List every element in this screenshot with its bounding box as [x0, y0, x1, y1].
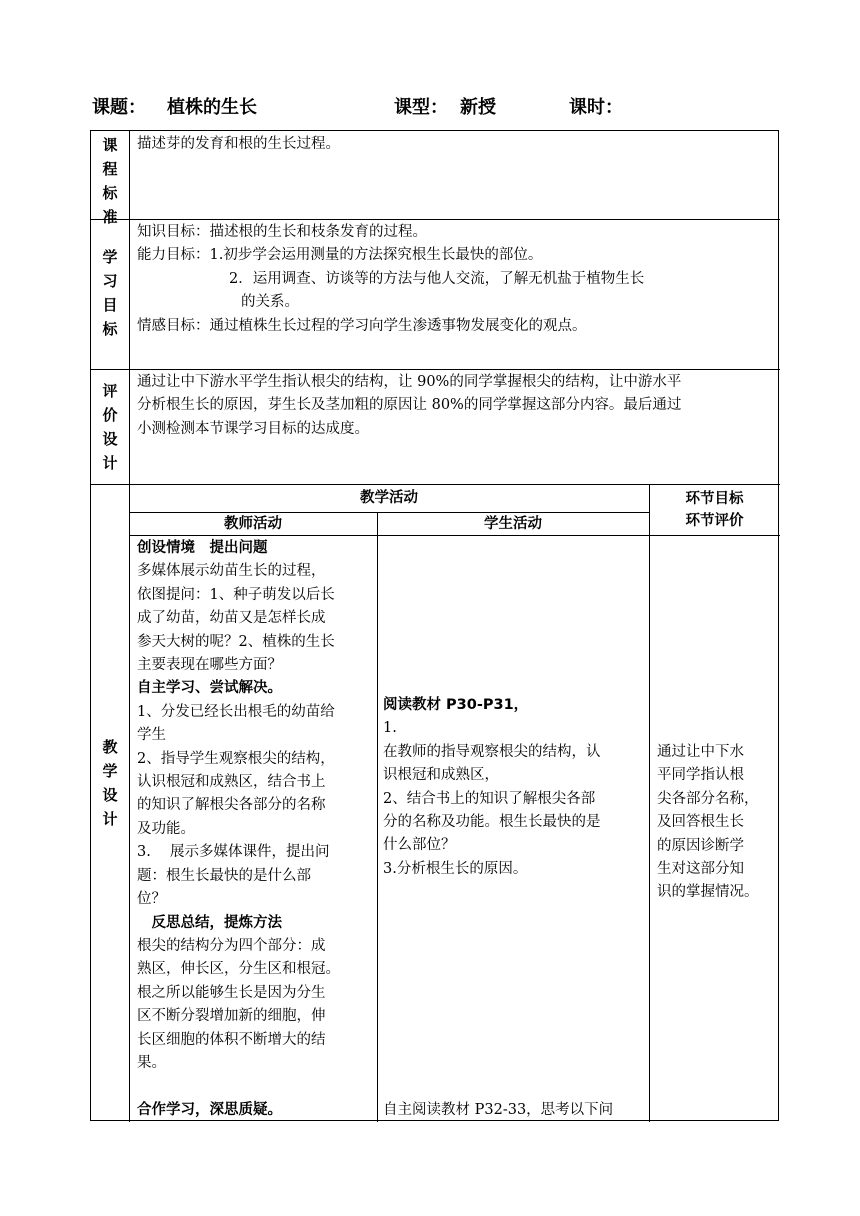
text-line: 认识根冠和成熟区，结合书上: [137, 774, 326, 791]
evaluation-line: 通过让中下游水平学生指认根尖的结构，让 90%的同学掌握根尖的结构，让中游水平: [137, 374, 682, 390]
objective-line: 2．运用调查、访谈等的方法与他人交流，了解无机盐于植物生长: [229, 270, 645, 287]
text-line: 位？: [137, 891, 166, 908]
text-line: 识的掌握情况。: [657, 884, 759, 901]
text-line: 尖各部分名称，: [657, 790, 759, 807]
text-line: 参天大树的呢？2、植株的生长: [137, 633, 335, 650]
text-line: 阅读教材 P30-P31，: [383, 697, 529, 713]
text-line: 长区细胞的体积不断增大的结: [137, 1031, 326, 1048]
objectives-label: 学 习 目 标: [102, 248, 118, 338]
design-label: 教 学 设 计: [102, 738, 118, 828]
text-line: 2、指导学生观察根尖的结构，: [137, 750, 335, 767]
goal-header-line-1: 环节目标: [685, 491, 744, 507]
teacher-activity-text: [137, 537, 375, 1075]
student-activity-text: [383, 694, 645, 881]
label-column-divider: [129, 131, 130, 1122]
text-line: 通过让中下水: [657, 744, 744, 760]
lesson-header: [92, 93, 792, 121]
text-line: 成了幼苗，幼苗又是怎样长成: [137, 610, 326, 627]
type-label: 课型：: [394, 97, 448, 118]
text-line: 3.分析根生长的原因。: [383, 860, 528, 877]
column-header-divider: [129, 535, 780, 536]
goal-header: [649, 488, 780, 532]
text-line: 在教师的指导观察根尖的结构，认: [383, 743, 601, 760]
objective-line: 能力目标：1.初步学会运用测量的方法探究根生长最快的部位。: [137, 247, 543, 264]
text-line: 创设情境 提出问题: [137, 540, 268, 556]
text-line: 生对这部分知: [657, 861, 744, 878]
text-line: 根尖的结构分为四个部分：成: [137, 937, 326, 954]
standard-label: 课 程 标 准: [102, 136, 118, 226]
text-line: 1.: [383, 720, 397, 737]
student-activity-last: 自主阅读教材 P32-33，思考以下问: [383, 1102, 614, 1118]
period-label: 课时：: [569, 97, 623, 118]
topic-value: 植株的生长: [167, 97, 257, 118]
text-line: 1、分发已经长出根毛的幼苗给: [137, 703, 335, 720]
objective-line: 的关系。: [241, 294, 299, 311]
teacher-student-divider: [377, 512, 378, 1122]
evaluation-text: [137, 371, 777, 441]
text-line: 3. 展示多媒体课件，提出问: [137, 844, 330, 861]
type-value: 新授: [460, 97, 496, 118]
text-line: 熟区，伸长区，分生区和根冠。: [137, 961, 340, 978]
text-line: 果。: [137, 1054, 166, 1071]
evaluation-line: 分析根生长的原因，芽生长及茎加粗的原因让 80%的同学掌握这部分内容。最后通过: [137, 397, 682, 414]
text-line: 根之所以能够生长是因为分生: [137, 984, 326, 1001]
objective-line: 情感目标：通过植株生长过程的学习向学生渗透事物发展变化的观点。: [137, 317, 587, 334]
student-header: 学生活动: [484, 516, 542, 532]
goal-column-divider: [649, 484, 650, 1122]
text-line: 多媒体展示幼苗生长的过程，: [137, 563, 326, 580]
text-line: 什么部位？: [383, 837, 456, 854]
text-line: 依图提问：1、种子萌发以后长: [137, 586, 335, 603]
text-line: 2、结合书上的知识了解根尖各部: [383, 790, 596, 807]
text-line: 分的名称及功能。根生长最快的是: [383, 814, 601, 831]
standard-text: 描述芽的发育和根的生长过程。: [137, 136, 340, 152]
teacher-activity-last: 合作学习，深思质疑。: [137, 1102, 282, 1118]
evaluation-line: 小测检测本节课学习目标的达成度。: [137, 420, 369, 437]
text-line: 及回答根生长: [657, 814, 744, 831]
goal-header-line-2: 环节评价: [685, 513, 744, 529]
activity-header: 教学活动: [360, 490, 418, 506]
text-line: 反思总结，提炼方法: [137, 914, 282, 931]
lesson-plan-table: [90, 130, 779, 1121]
text-line: 及功能。: [137, 820, 195, 837]
text-line: 识根冠和成熟区，: [383, 767, 499, 784]
text-line: 的知识了解根尖各部分的名称: [137, 797, 326, 814]
text-line: 平同学指认根: [657, 767, 744, 784]
objective-line: 知识目标：描述根的生长和枝条发育的过程。: [137, 224, 427, 240]
row-divider: [91, 369, 780, 370]
text-line: 主要表现在哪些方面？: [137, 657, 282, 674]
row-divider: [91, 484, 780, 485]
text-line: 的原因诊断学: [657, 837, 744, 854]
text-line: 题：根生长最快的是什么部: [137, 867, 311, 884]
row-divider: [91, 219, 780, 220]
evaluation-label: 评 价 设 计: [102, 382, 118, 472]
objectives-text: [137, 221, 777, 338]
text-line: 学生: [137, 727, 166, 744]
text-line: 自主学习、尝试解决。: [137, 680, 282, 697]
text-line: 区不断分裂增加新的细胞，伸: [137, 1008, 326, 1025]
goal-text: [657, 741, 779, 905]
topic-label: 课题：: [92, 97, 146, 118]
teacher-header: 教师活动: [224, 516, 282, 532]
